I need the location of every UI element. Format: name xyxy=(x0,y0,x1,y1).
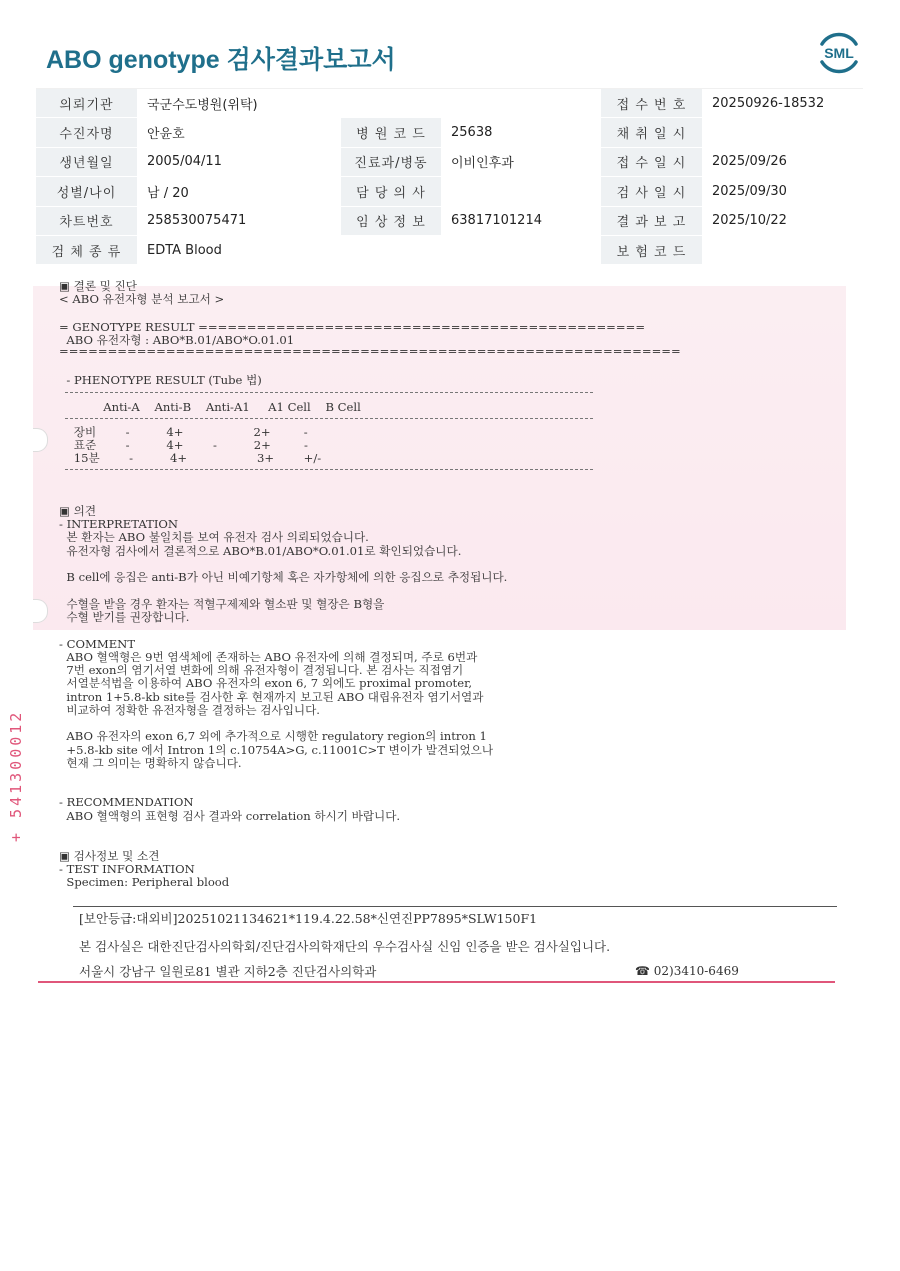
info-label: 채 취 일 시 xyxy=(601,118,702,147)
comment-line: ABO 혈액형은 9번 염색체에 존재하는 ABO 유전자에 의해 결정되며, 주로 6번과 xyxy=(59,650,478,664)
info-label xyxy=(341,89,441,118)
scanned-report xyxy=(7,272,846,987)
info-value: 2025/09/26 xyxy=(702,147,863,176)
report-title: ABO genotype 검사결과보고서 xyxy=(46,46,396,74)
info-label: 차트번호 xyxy=(36,206,137,235)
table-rule xyxy=(65,469,593,470)
info-value: 2025/09/30 xyxy=(702,177,863,206)
phenotype-row: 15분 - 4+ 3+ +/- xyxy=(59,451,322,465)
info-value xyxy=(441,177,601,206)
comment-line: ABO 유전자의 exon 6,7 외에 추가적으로 시행한 regulatory region의 intron 1 xyxy=(59,729,487,743)
report-subtitle: < ABO 유전자형 분석 보고서 > xyxy=(59,292,225,306)
info-value: 63817101214 xyxy=(441,206,601,235)
address-line: 서울시 강남구 일원로81 별관 지하2층 진단검사의학과 xyxy=(79,964,377,979)
info-label: 병 원 코 드 xyxy=(341,118,441,147)
info-label: 의뢰기관 xyxy=(36,89,137,118)
interpretation-line: 수혈 받기를 권장합니다. xyxy=(59,610,190,624)
info-label: 검 사 일 시 xyxy=(601,177,702,206)
footer-rule xyxy=(73,906,837,907)
genotype-header: = GENOTYPE RESULT ============================================== xyxy=(59,320,646,334)
info-row xyxy=(36,89,863,118)
info-value: 25638 xyxy=(441,118,601,147)
info-value: 20250926-18532 xyxy=(702,89,863,118)
sml-logo xyxy=(816,30,862,76)
info-value xyxy=(702,235,863,264)
info-label xyxy=(341,235,441,264)
info-row xyxy=(36,177,863,206)
info-row xyxy=(36,147,863,176)
phenotype-columns: Anti-A Anti-B Anti-A1 A1 Cell B Cell xyxy=(59,400,361,414)
info-value: 2025/10/22 xyxy=(702,206,863,235)
info-label: 검 체 종 류 xyxy=(36,235,137,264)
info-value: 이비인후과 xyxy=(441,147,601,176)
phone-number: ☎ 02)3410-6469 xyxy=(635,964,739,978)
interpretation-line: B cell에 응집은 anti-B가 아닌 비예기항체 혹은 자가항체에 의한 응집으로 추정됩니다. xyxy=(59,570,508,584)
table-rule xyxy=(65,418,593,419)
table-rule xyxy=(65,392,593,393)
phenotype-row: 표준 - 4+ - 2+ - xyxy=(59,438,308,452)
info-value xyxy=(441,89,601,118)
info-row xyxy=(36,118,863,147)
info-label: 진료과/병동 xyxy=(341,147,441,176)
genotype-value: ABO 유전자형 : ABO*B.01/ABO*O.01.01 xyxy=(59,333,295,347)
comment-line: 비교하여 정확한 유전자형을 결정하는 검사입니다. xyxy=(59,703,320,717)
comment-heading: - COMMENT xyxy=(59,637,136,651)
comment-line: intron 1+5.8-kb site를 검사한 후 현재까지 보고된 ABO 대립유전자 염기서열과 xyxy=(59,690,484,704)
section-testinfo-title: ▣ 검사정보 및 소견 xyxy=(59,849,160,863)
interpretation-line: 본 환자는 ABO 불일치를 보여 유전자 검사 의뢰되었습니다. xyxy=(59,530,369,544)
patient-info-table xyxy=(36,88,863,265)
info-row xyxy=(36,206,863,235)
comment-line: 7번 exon의 염기서열 변화에 의해 유전자형이 결정됩니다. 본 검사는 직접염기 xyxy=(59,663,464,677)
certification-line: 본 검사실은 대한진단검사의학회/진단검사의학재단의 우수검사실 신임 인증을 받은 검사실입니다. xyxy=(79,939,611,954)
recommendation-heading: - RECOMMENDATION xyxy=(59,795,194,809)
info-value xyxy=(702,118,863,147)
logo-text: SML xyxy=(824,45,854,61)
phenotype-row: 장비 - 4+ 2+ - xyxy=(59,425,308,439)
testinfo-heading: - TEST INFORMATION xyxy=(59,862,195,876)
info-value: 남 / 20 xyxy=(137,177,341,206)
info-value: 안윤호 xyxy=(137,118,341,147)
genotype-footer: ================================================================ xyxy=(59,344,681,358)
info-value: 258530075471 xyxy=(137,206,341,235)
info-label: 담 당 의 사 xyxy=(341,177,441,206)
info-label: 수진자명 xyxy=(36,118,137,147)
interpretation-line: 수혈을 받을 경우 환자는 적혈구제제와 혈소판 및 혈장은 B형을 xyxy=(59,597,385,611)
info-label: 생년월일 xyxy=(36,147,137,176)
recommendation-line: ABO 혈액형의 표현형 검사 결과와 correlation 하시기 바랍니다. xyxy=(59,809,401,823)
info-label: 결 과 보 고 xyxy=(601,206,702,235)
phenotype-header: - PHENOTYPE RESULT (Tube 법) xyxy=(59,373,262,387)
info-label: 접 수 일 시 xyxy=(601,147,702,176)
info-label: 임 상 정 보 xyxy=(341,206,441,235)
info-value: 2005/04/11 xyxy=(137,147,341,176)
section-opinion-title: ▣ 의견 xyxy=(59,504,97,518)
interpretation-heading: - INTERPRETATION xyxy=(59,517,179,531)
security-line: [보안등급:대외비]20251021134621*119.4.22.58*신연진PP7895*SLW150F1 xyxy=(79,911,538,926)
interpretation-line: 유전자형 검사에서 결론적으로 ABO*B.01/ABO*O.01.01로 확인되었습니다. xyxy=(59,544,462,558)
info-label: 성별/나이 xyxy=(36,177,137,206)
side-serial-number: + 541300012 xyxy=(7,709,25,842)
info-value: EDTA Blood xyxy=(137,235,341,264)
section-conclusion-title: ▣ 결론 및 진단 xyxy=(59,279,138,293)
info-label: 접 수 번 호 xyxy=(601,89,702,118)
testinfo-line: Specimen: Peripheral blood xyxy=(59,875,230,889)
info-row xyxy=(36,235,863,264)
info-value: 국군수도병원(위탁) xyxy=(137,89,341,118)
info-value xyxy=(441,235,601,264)
comment-line: 서열분석법을 이용하여 ABO 유전자의 exon 6, 7 외에도 proximal promoter, xyxy=(59,676,473,690)
footer-accent-rule xyxy=(38,981,835,983)
comment-line: +5.8-kb site 에서 Intron 1의 c.10754A>G, c.11001C>T 변이가 발견되었으나 xyxy=(59,743,494,757)
comment-line: 현재 그 의미는 명확하지 않습니다. xyxy=(59,756,242,770)
info-label: 보 험 코 드 xyxy=(601,235,702,264)
